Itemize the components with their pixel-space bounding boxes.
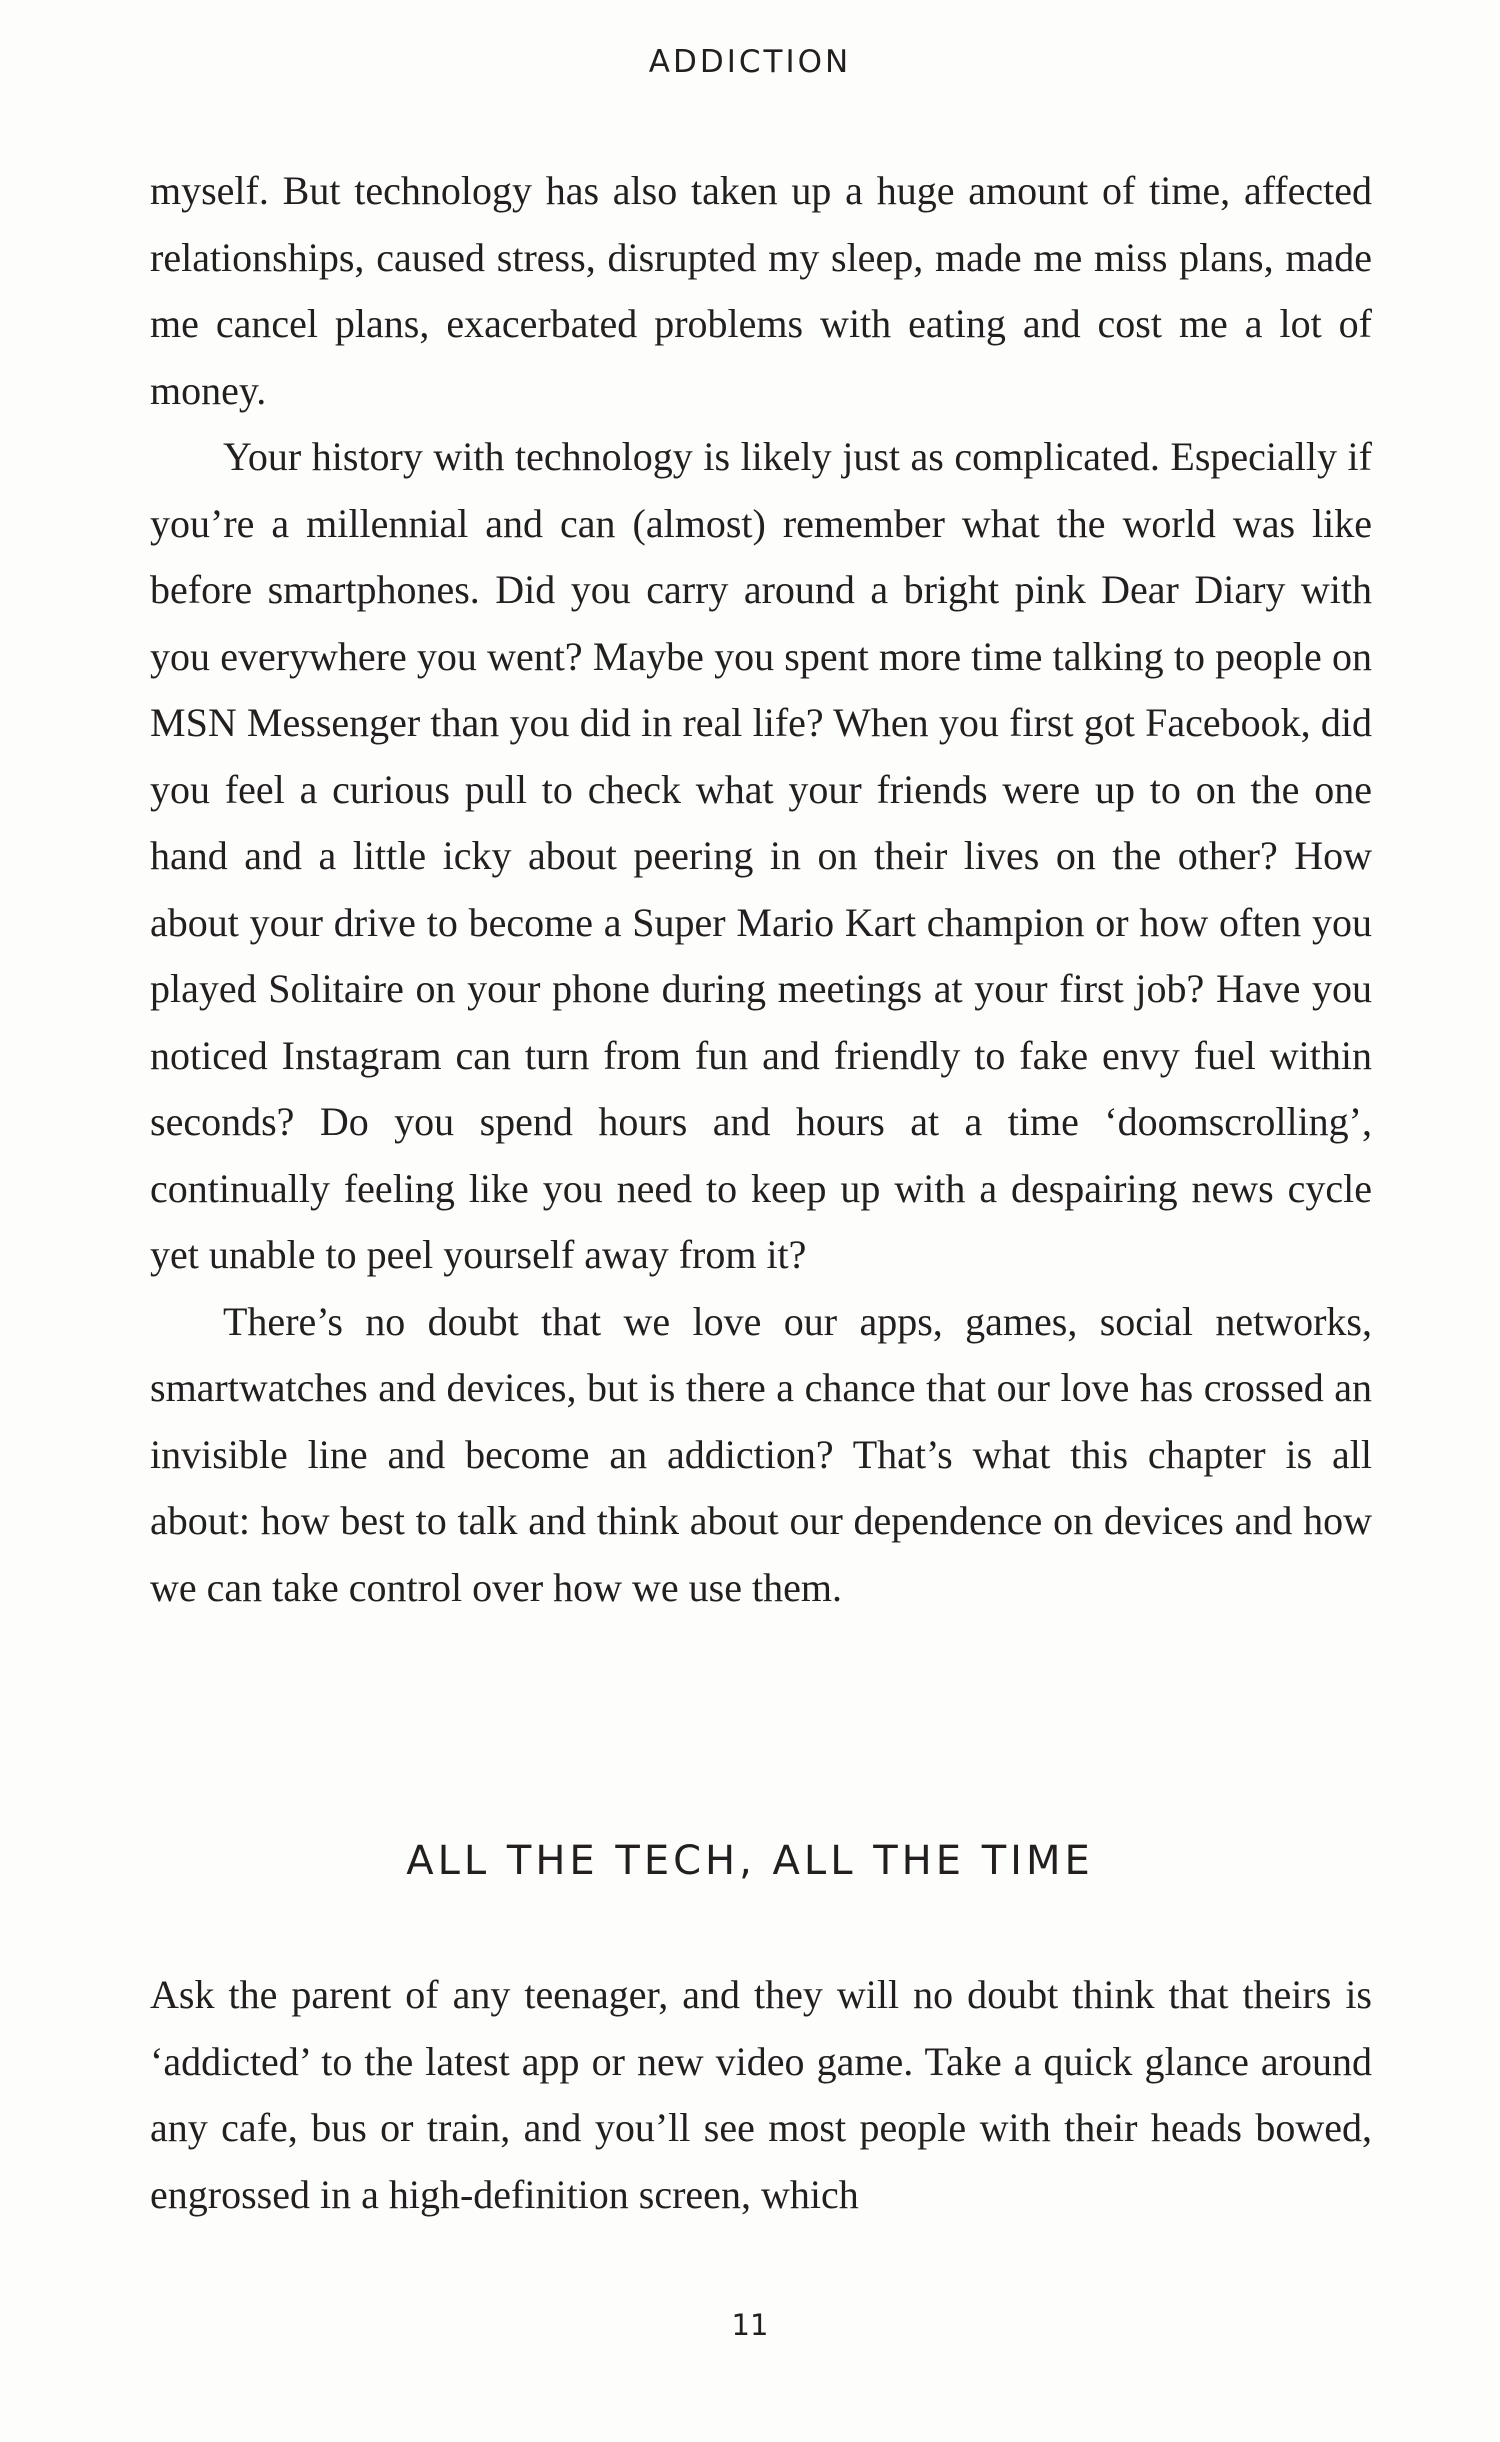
page-number: 11 [731, 2308, 769, 2342]
section-body-text [150, 1962, 1372, 2228]
paragraph: Your history with technology is likely just as complicated. Especially if you’re a millennial and can (almost) remember what the world was like before smartphones. Did you carry around a bright pink Dear Diary with you everywhere you went? Maybe you spent more time talking to people on MSN Messenger than you did in real life? When you first got Facebook, did you feel a curious pull to check what your friends were up to on the one hand and a little icky about peering in on their lives on the other? How about your drive to become a Super Mario Kart champion or how often you played Solitaire on your phone during meetings at your first job? Have you noticed Instagram can turn from fun and friendly to fake envy fuel within seconds? Do you spend hours and hours at a time ‘doomscrolling’, continually feeling like you need to keep up with a despairing news cycle yet unable to peel yourself away from it? [150, 434, 1372, 1277]
paragraph: myself. But technology has also taken up a huge amount of time, affected relationships, caused stress, disrupted my sleep, made me miss plans, made me cancel plans, exacerbated problems with eating and cost me a lot of money. [150, 168, 1372, 413]
body-text [150, 158, 1372, 1621]
running-head: ADDICTION [648, 44, 852, 80]
paragraph: Ask the parent of any teenager, and they will no doubt think that theirs is ‘addicted’ to the latest app or new video game. Take a quick glance around any cafe, bus or train, and you’ll see most people with their heads bowed, engrossed in a high-definition screen, which [150, 1972, 1372, 2217]
paragraph: There’s no doubt that we love our apps, games, social networks, smartwatches and devices, but is there a chance that our love has crossed an invisible line and become an addiction? That’s what this chapter is all about: how best to talk and think about our dependence on devices and how we can take control over how we use them. [150, 1298, 1372, 1610]
section-heading: ALL THE TECH, ALL THE TIME [406, 1838, 1094, 1884]
